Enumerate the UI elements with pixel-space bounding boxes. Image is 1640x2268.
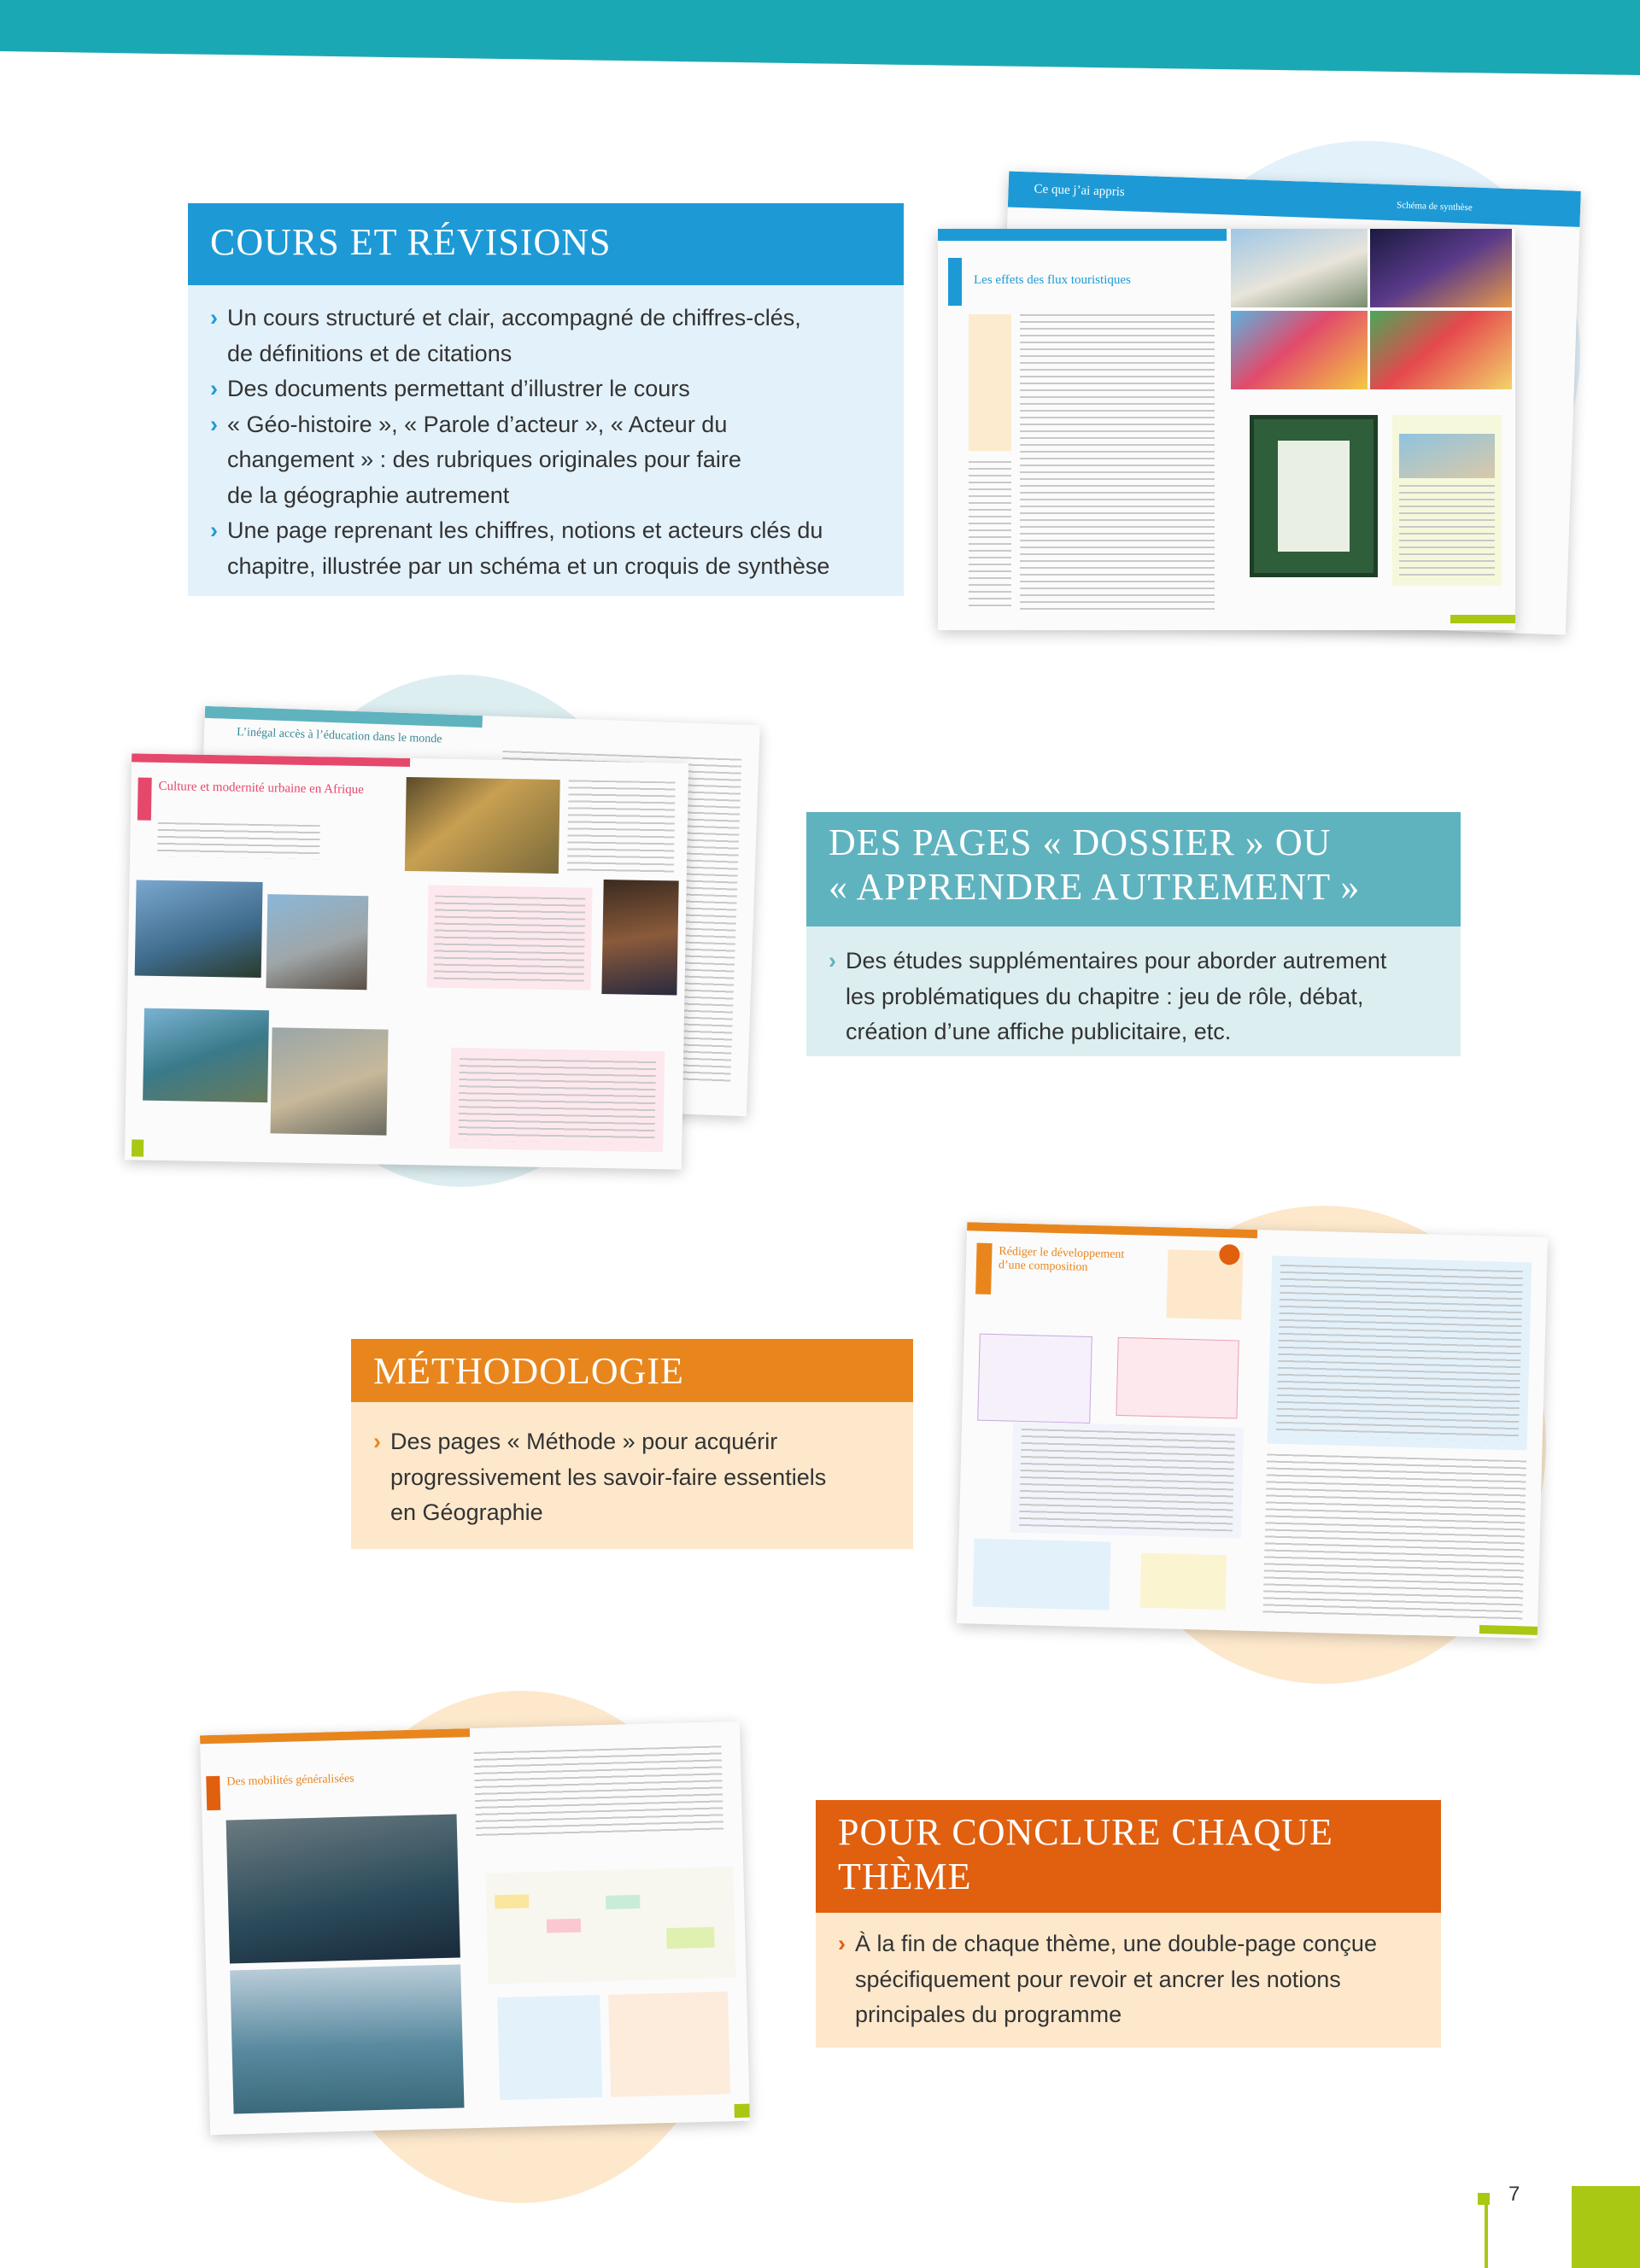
thumb-diagram bbox=[485, 1867, 735, 1984]
thumb-photo bbox=[226, 1815, 460, 1964]
thumb-side-tab bbox=[948, 258, 962, 306]
chevron-right-icon: › bbox=[838, 1931, 846, 1956]
bullet-item bbox=[210, 301, 887, 371]
section-title-line: COURS ET RÉVISIONS bbox=[210, 221, 612, 263]
thumb-text bbox=[434, 896, 586, 984]
bullet-item bbox=[373, 1424, 896, 1531]
bullet-line: « Géo-histoire », « Parole d’acteur », « Acteur du bbox=[227, 411, 728, 437]
section-title bbox=[351, 1339, 913, 1402]
bullet-line: création d’une affiche publicitaire, etc. bbox=[846, 1019, 1232, 1044]
bullet-item bbox=[829, 944, 1444, 1050]
bullet-line: de la géographie autrement bbox=[227, 482, 510, 508]
thumb-text bbox=[1399, 485, 1495, 579]
bullet-line: À la fin de chaque thème, une double-page conçue bbox=[855, 1931, 1377, 1956]
thumb-text bbox=[1020, 314, 1215, 613]
section-body bbox=[816, 1913, 1441, 2045]
section-title-line: MÉTHODOLOGIE bbox=[373, 1350, 684, 1392]
bullet-item bbox=[210, 407, 887, 514]
section-title bbox=[806, 812, 1461, 926]
thumb-box bbox=[1116, 1337, 1239, 1419]
thumb-footer bbox=[132, 1139, 144, 1156]
section-title-line: THÈME bbox=[838, 1856, 972, 1897]
section-title-line: POUR CONCLURE CHAQUE bbox=[838, 1811, 1333, 1853]
section-title bbox=[188, 203, 904, 285]
thumb-photo bbox=[1231, 229, 1368, 307]
thumb-title: Rédiger le développement d’une composition bbox=[998, 1245, 1125, 1274]
chevron-right-icon: › bbox=[210, 517, 218, 543]
section-methodologie bbox=[351, 1339, 913, 1549]
section-body bbox=[188, 285, 904, 596]
section-title bbox=[816, 1800, 1441, 1913]
thumb-box bbox=[977, 1334, 1092, 1423]
section-title-line: « APPRENDRE AUTREMENT » bbox=[829, 866, 1361, 908]
bullet-line: Des documents permettant d’illustrer le cours bbox=[227, 376, 690, 401]
thumb-photo bbox=[230, 1964, 464, 2113]
bullet-line: Une page reprenant les chiffres, notions et acteurs clés du bbox=[227, 517, 823, 543]
thumb-photo bbox=[135, 880, 263, 978]
section-dossier bbox=[806, 812, 1461, 1056]
page-thumbnail-cours bbox=[938, 229, 1515, 630]
bullet-line: Un cours structuré et clair, accompagné de chiffres-clés, bbox=[227, 305, 801, 330]
thumb-text bbox=[1262, 1453, 1526, 1622]
page-thumbnail-synthese bbox=[200, 1721, 750, 2135]
thumb-keyfigure bbox=[969, 314, 1011, 451]
thumb-node bbox=[547, 1919, 581, 1933]
thumb-header bbox=[200, 1728, 470, 1744]
thumb-title: Des mobilités généralisées bbox=[226, 1772, 354, 1789]
bullet-item bbox=[210, 513, 887, 584]
bullet-line: les problématiques du chapitre : jeu de rôle, débat, bbox=[846, 983, 1364, 1009]
thumb-box bbox=[608, 1991, 730, 2097]
chevron-right-icon: › bbox=[210, 305, 218, 330]
page-thumbnail-methode bbox=[957, 1222, 1548, 1639]
thumb-photo bbox=[405, 777, 560, 874]
bullet-line: progressivement les savoir-faire essentiels bbox=[390, 1464, 827, 1490]
thumb-text bbox=[474, 1745, 724, 1838]
section-pour-conclure bbox=[816, 1800, 1441, 2048]
bullet-line: changement » : des rubriques originales pour faire bbox=[227, 447, 741, 472]
bullet-line: spécifiquement pour revoir et ancrer les notions bbox=[855, 1966, 1341, 1992]
chevron-right-icon: › bbox=[829, 948, 836, 973]
page-number: 7 bbox=[1508, 2183, 1520, 2206]
thumb-footer bbox=[1479, 1625, 1538, 1635]
thumb-photo bbox=[1231, 311, 1368, 389]
section-title-line: DES PAGES « DOSSIER » OU bbox=[829, 821, 1332, 863]
bullet-item bbox=[210, 371, 887, 407]
thumb-tab-label: Schéma de synthèse bbox=[1396, 200, 1473, 213]
bullet-line: Des études supplémentaires pour aborder autrement bbox=[846, 948, 1387, 973]
thumb-photo bbox=[1370, 229, 1512, 307]
chevron-right-icon: › bbox=[210, 376, 218, 401]
thumb-box bbox=[497, 1995, 602, 2100]
chevron-right-icon: › bbox=[373, 1429, 381, 1454]
thumb-box bbox=[972, 1539, 1110, 1610]
thumb-header bbox=[938, 229, 1227, 241]
thumb-box bbox=[1140, 1553, 1227, 1610]
thumb-text bbox=[157, 822, 320, 859]
thumb-node bbox=[666, 1927, 715, 1949]
thumb-side-tab bbox=[206, 1776, 220, 1810]
top-band-shape bbox=[0, 0, 1640, 77]
thumb-photo bbox=[143, 1008, 269, 1103]
thumb-side-tab bbox=[975, 1242, 993, 1294]
footer-marker-square bbox=[1478, 2193, 1490, 2205]
thumb-photo bbox=[270, 1027, 388, 1135]
thumb-poster-text bbox=[1278, 441, 1350, 552]
section-body bbox=[351, 1402, 913, 1543]
bullet-line: Des pages « Méthode » pour acquérir bbox=[390, 1429, 778, 1454]
thumb-text bbox=[1019, 1429, 1235, 1532]
bullet-item bbox=[838, 1926, 1424, 2033]
page-thumbnail-dossier bbox=[125, 753, 688, 1169]
thumb-text bbox=[969, 461, 1011, 606]
bullet-line: en Géographie bbox=[390, 1499, 543, 1525]
bullet-line: chapitre, illustrée par un schéma et un croquis de synthèse bbox=[227, 552, 830, 579]
thumb-footer bbox=[1450, 615, 1515, 623]
footer-lime-block bbox=[1572, 2186, 1640, 2268]
thumb-side-tab bbox=[138, 777, 152, 820]
thumb-title: Les effets des flux touristiques bbox=[974, 273, 1131, 287]
bullet-line: principales du programme bbox=[855, 2002, 1122, 2027]
bullet-line: de définitions et de citations bbox=[227, 340, 512, 366]
section-body bbox=[806, 926, 1461, 1062]
thumb-title: Culture et modernité urbaine en Afrique bbox=[158, 779, 364, 798]
top-band bbox=[0, 0, 1640, 77]
thumb-text bbox=[1276, 1265, 1523, 1441]
thumb-node bbox=[606, 1895, 640, 1909]
thumb-text bbox=[567, 780, 676, 875]
thumb-photo bbox=[1399, 434, 1495, 478]
thumb-title: L’inégal accès à l’éducation dans le monde bbox=[236, 726, 442, 746]
thumb-photo bbox=[1370, 311, 1512, 389]
thumb-tab-label: Ce que j’ai appris bbox=[1034, 182, 1125, 200]
thumb-header bbox=[967, 1222, 1257, 1238]
thumb-photo bbox=[601, 880, 678, 996]
thumb-node bbox=[495, 1894, 529, 1909]
chevron-right-icon: › bbox=[210, 411, 218, 437]
thumb-footer bbox=[734, 2104, 749, 2118]
thumb-photo bbox=[266, 894, 368, 990]
thumb-text bbox=[458, 1058, 656, 1143]
section-cours-revisions bbox=[188, 203, 904, 596]
